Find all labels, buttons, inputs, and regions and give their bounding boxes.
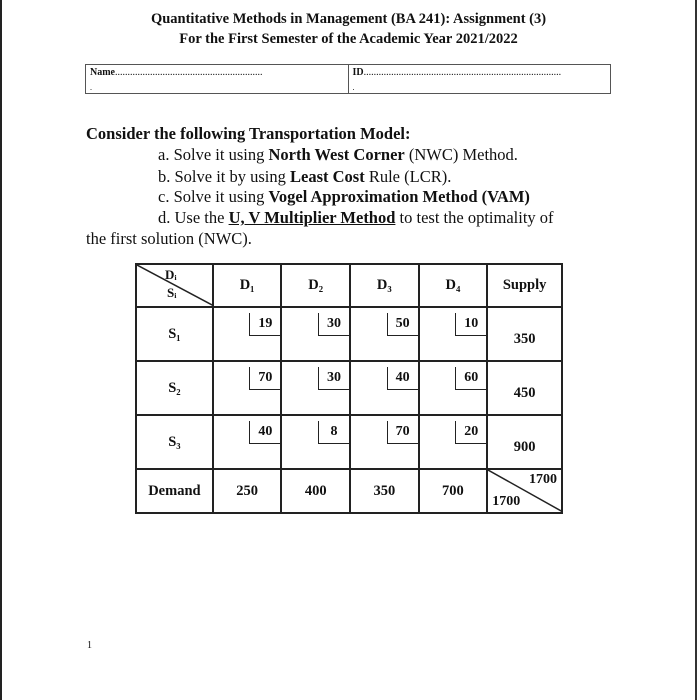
task-d-continued: the first solution (NWC).	[86, 229, 252, 248]
supply-header: Supply	[487, 264, 562, 307]
table-cell	[350, 361, 419, 415]
cost-value: 70	[387, 421, 418, 444]
column-header: D₁	[213, 264, 282, 307]
task-c	[158, 187, 530, 207]
table-cell	[419, 361, 488, 415]
name-mark: .	[90, 83, 92, 92]
corner-top-label: Dᵢ	[165, 267, 177, 282]
table-cell	[281, 361, 350, 415]
task-c-bold: Vogel Approximation Method (VAM)	[268, 187, 530, 206]
table-cell	[350, 307, 419, 361]
header-row	[136, 264, 562, 307]
task-d-prefix: d. Use the	[158, 208, 229, 227]
table-cell	[213, 415, 282, 469]
supply-value: 350	[487, 307, 562, 361]
table-cell	[419, 415, 488, 469]
task-b-bold: Least Cost	[290, 167, 365, 186]
page-edge-left	[0, 0, 2, 700]
cost-value: 50	[387, 313, 418, 336]
id-label: ID	[352, 67, 364, 78]
id-dots: ...............................................................................	[363, 67, 562, 78]
task-d	[158, 208, 554, 228]
demand-value: 350	[350, 469, 419, 513]
name-id-box	[85, 64, 611, 94]
demand-value: 400	[281, 469, 350, 513]
name-dots: ...........................................................	[115, 67, 263, 78]
cost-value: 30	[318, 367, 349, 390]
question-heading: Consider the following Transportation Model:	[86, 124, 411, 143]
cost-value: 8	[318, 421, 349, 444]
page-number: 1	[87, 640, 92, 651]
id-mark: .	[352, 83, 355, 92]
table-row	[136, 415, 562, 469]
total-supply: 1700	[529, 472, 557, 487]
table-cell	[281, 307, 350, 361]
row-header: S₃	[136, 415, 213, 469]
column-header: D₃	[350, 264, 419, 307]
supply-value: 900	[487, 415, 562, 469]
task-b	[158, 167, 451, 187]
cost-value: 20	[455, 421, 486, 444]
column-header: D₂	[281, 264, 350, 307]
document-subtitle: For the First Semester of the Academic Year 2021/2022	[179, 31, 518, 47]
cost-value: 40	[387, 367, 418, 390]
totals-cell	[487, 469, 562, 513]
task-b-suffix: Rule (LCR).	[364, 167, 452, 186]
total-demand: 1700	[492, 494, 521, 509]
cost-value: 10	[455, 313, 486, 336]
corner-bottom-label: Sᵢ	[167, 285, 177, 300]
task-a-bold: North West Corner	[268, 145, 405, 164]
table-row	[136, 361, 562, 415]
corner-cell	[136, 264, 213, 307]
cost-value: 30	[318, 313, 349, 336]
table-cell	[213, 307, 282, 361]
table-cell	[213, 361, 282, 415]
cost-value: 70	[249, 367, 280, 390]
name-field[interactable]	[86, 65, 348, 93]
task-a-prefix: a. Solve it using	[158, 145, 269, 164]
table-cell	[419, 307, 488, 361]
name-label: Name	[90, 67, 115, 78]
task-d-bold: U, V Multiplier Method	[228, 208, 396, 227]
demand-value: 700	[419, 469, 488, 513]
table-cell	[350, 415, 419, 469]
demand-label: Demand	[136, 469, 213, 513]
cost-value: 40	[249, 421, 280, 444]
id-field[interactable]	[348, 65, 611, 93]
task-d-suffix: to test the optimality of	[395, 208, 554, 227]
table-row	[136, 307, 562, 361]
row-header: S₂	[136, 361, 213, 415]
supply-value: 450	[487, 361, 562, 415]
cost-value: 60	[455, 367, 486, 390]
demand-value: 250	[213, 469, 282, 513]
row-header: S₁	[136, 307, 213, 361]
task-c-prefix: c. Solve it using	[158, 187, 269, 206]
transportation-table	[135, 263, 563, 514]
document-title: Quantitative Methods in Management (BA 241): Assignment (3)	[150, 11, 547, 27]
table-cell	[281, 415, 350, 469]
task-b-prefix: b. Solve it by using	[158, 167, 291, 186]
task-a-suffix: (NWC) Method.	[404, 145, 518, 164]
cost-value: 19	[249, 313, 280, 336]
demand-row	[136, 469, 562, 513]
task-a	[158, 145, 518, 165]
column-header: D₄	[419, 264, 488, 307]
